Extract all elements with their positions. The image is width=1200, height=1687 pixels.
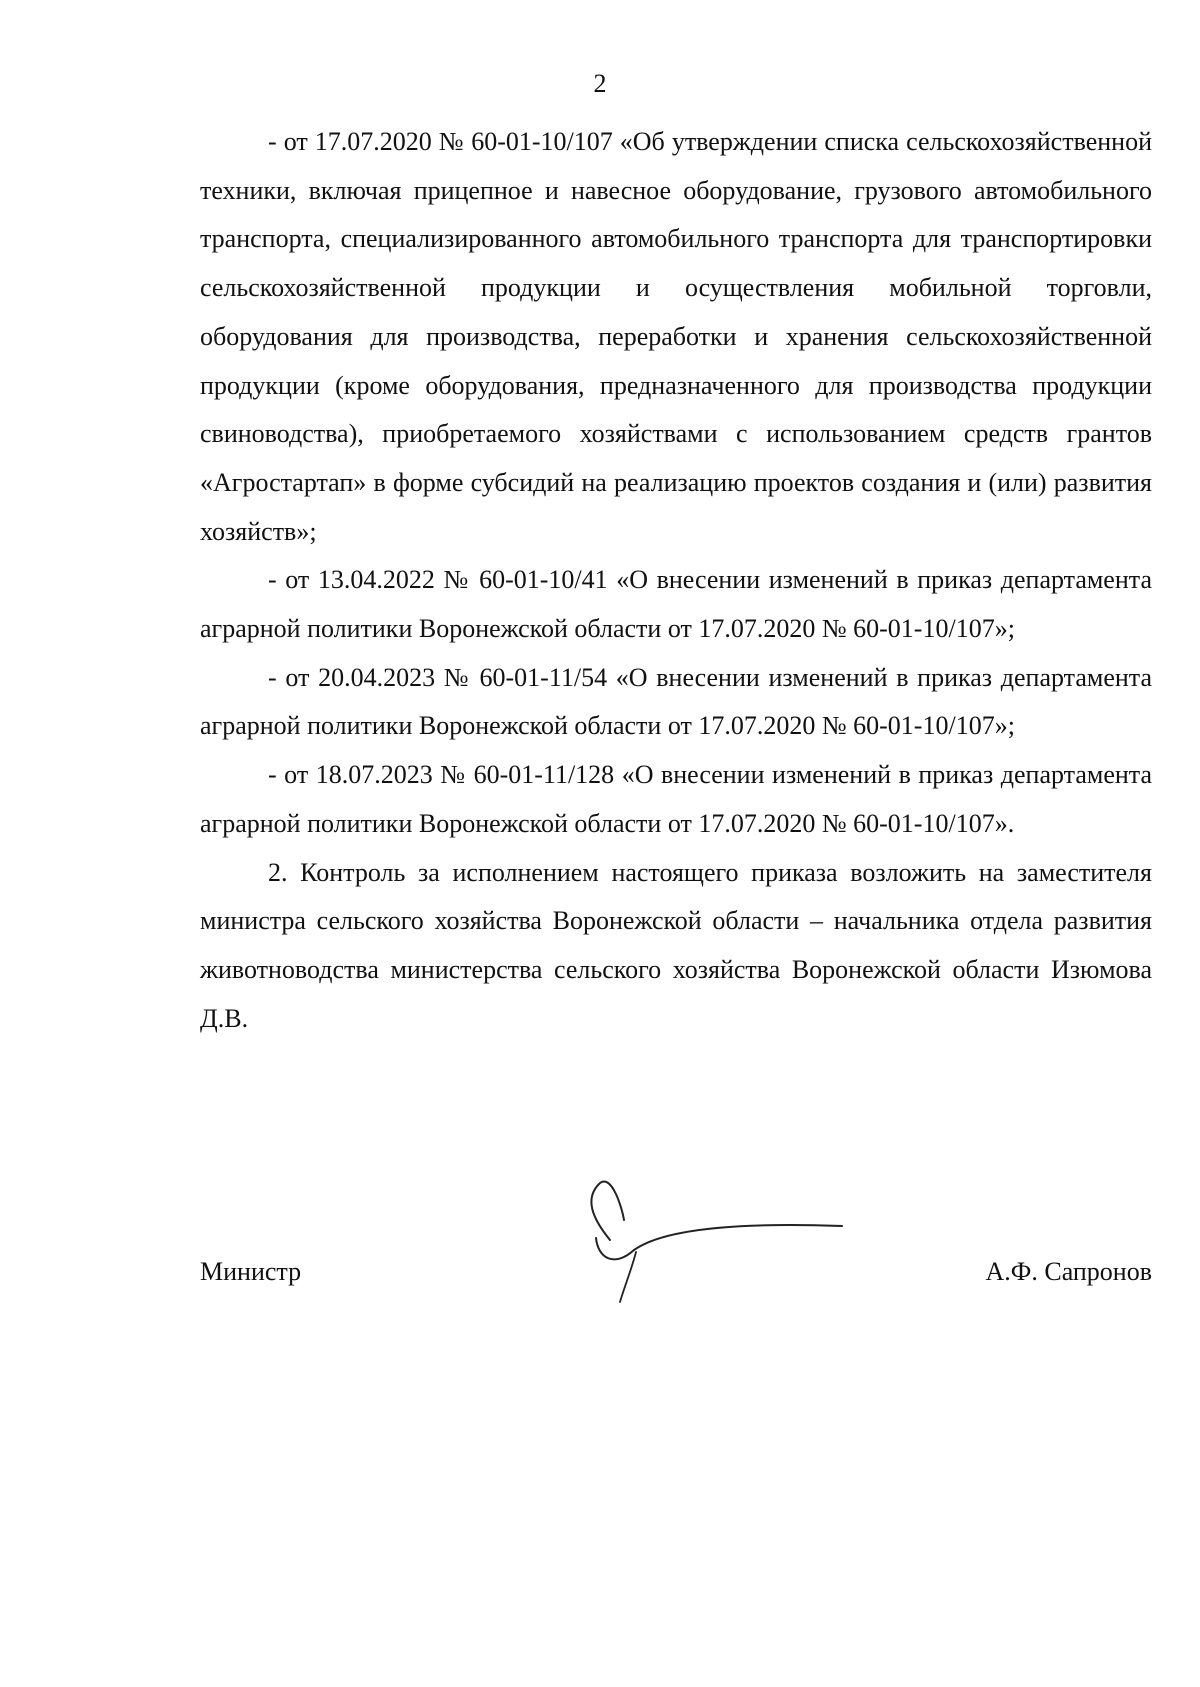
page-number: 2 (593, 69, 607, 98)
list-item-order-2023-july: - от 18.07.2023 № 60-01-11/128 «О внесении изменений в приказ департамента аграрной политики Воронежской области от 17.07.2020 № 60-01-10/107». (200, 760, 1152, 838)
list-item-order-2023-april: - от 20.04.2023 № 60-01-11/54 «О внесении изменений в приказ департамента аграрной политики Воронежской области от 17.07.2020 № 60-01-10/107»; (200, 662, 1152, 741)
list-item-order-2020: - от 17.07.2020 № 60-01-10/107 «Об утверждении списка сельскохозяйственной техники, включая прицепное и навесное оборудование, грузового автомобильного транспорта, специализированного автомобильного транспорта для транспортировки сельскохозяйственной продукции и осуществления мобильной торговли, оборудования для производства, переработки и хранения сельскохозяйственной продукции (кроме оборудования, предназначенного для производства продукции свиноводства), приобретаемого хозяйствами с использованием средств грантов «Агростартап» в форме субсидий на реализацию проектов создания и (или) развития хозяйств»; (200, 127, 1152, 546)
control-clause: 2. Контроль за исполнением настоящего приказа возложить на заместителя министра сельского хозяйства Воронежской области – начальника отдела развития животноводства министерства сельского хозяйства Воронежской области Изюмова Д.В. (200, 857, 1152, 1033)
signer-title: Министр (200, 1257, 302, 1286)
signature-block (200, 1248, 1152, 1368)
document-body (200, 118, 1152, 1043)
handwritten-signature (552, 1178, 852, 1308)
signer-name: А.Ф. Сапронов (985, 1257, 1152, 1286)
list-item-order-2022: - от 13.04.2022 № 60-01-10/41 «О внесении изменений в приказ департамента аграрной политики Воронежской области от 17.07.2020 № 60-01-10/107»; (200, 565, 1152, 644)
